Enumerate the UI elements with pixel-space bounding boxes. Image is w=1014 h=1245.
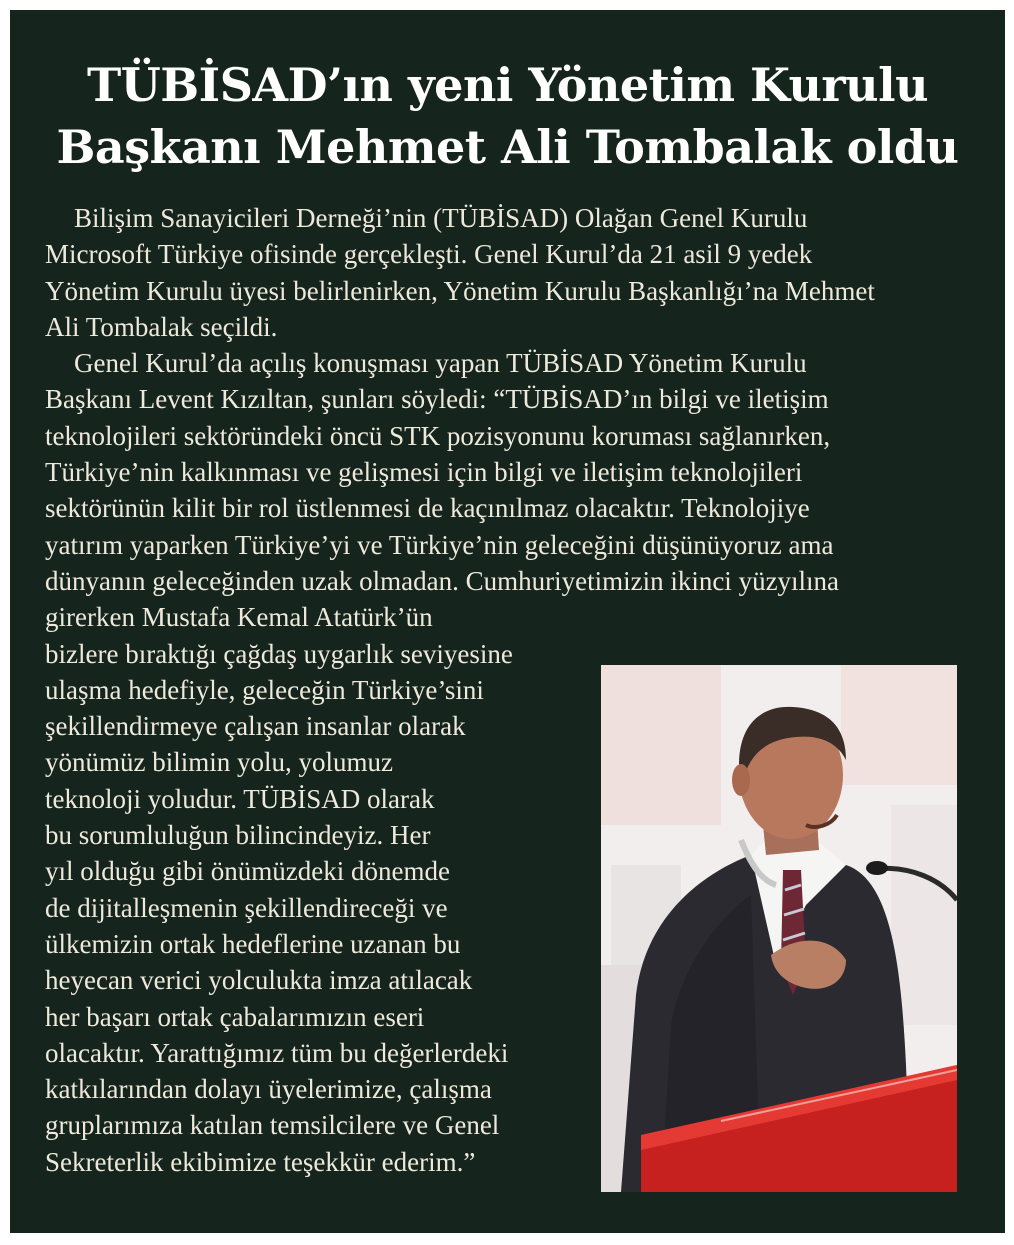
body-line: heyecan verici yolculukta imza atılacak xyxy=(45,965,473,996)
title-line: TÜBİSAD’ın yeni Yönetim Kurulu xyxy=(86,58,929,112)
body-line: olacaktır. Yarattığımız tüm bu değerlerdeki xyxy=(45,1037,509,1068)
body-line: ulaşma hedefiyle, geleceğin Türkiye’sini xyxy=(45,674,484,705)
title-line: Başkanı Mehmet Ali Tombalak oldu xyxy=(56,120,959,174)
body-line: teknolojileri sektöründeki öncü STK pozisyonunu koruması sağlanırken, xyxy=(45,420,831,451)
body-line: dünyanın geleceğinden uzak olmadan. Cumhuriyetimizin ikinci yüzyılına xyxy=(45,565,840,596)
body-line: Yönetim Kurulu üyesi belirlenirken, Yönetim Kurulu Başkanlığı’na Mehmet xyxy=(45,275,875,306)
body-line: sektörünün kilit bir rol üstlenmesi de kaçınılmaz olacaktır. Teknolojiye xyxy=(45,493,810,524)
body-line: de dijitalleşmenin şekillendireceği ve xyxy=(45,892,448,923)
body-line: Başkanı Levent Kızıltan, şunları söyledi: “TÜBİSAD’ın bilgi ve iletişim xyxy=(45,384,829,415)
body-line: gruplarımıza katılan temsilcilere ve Genel xyxy=(45,1110,500,1141)
body-line: Ali Tombalak seçildi. xyxy=(45,311,278,342)
body-line: yıl olduğu gibi önümüzdeki dönemde xyxy=(45,856,450,887)
body-line: bu sorumluluğun bilincindeyiz. Her xyxy=(45,820,431,851)
body-line: Türkiye’nin kalkınması ve gelişmesi için bilgi ve iletişim teknolojileri xyxy=(45,457,803,488)
body-line: yönümüz bilimin yolu, yolumuz xyxy=(45,747,393,778)
body-line: ülkemizin ortak hedeflerine uzanan bu xyxy=(45,928,461,959)
speaker-illustration xyxy=(601,665,957,1192)
body-line: her başarı ortak çabalarımızın eseri xyxy=(45,1001,425,1032)
body-line: şekillendirmeye çalışan insanlar olarak xyxy=(45,711,466,742)
body-line: Genel Kurul’da açılış konuşması yapan TÜBİSAD Yönetim Kurulu xyxy=(74,348,807,379)
body-line: Microsoft Türkiye ofisinde gerçekleşti. Genel Kurul’da 21 asil 9 yedek xyxy=(45,239,813,270)
body-line: Sekreterlik ekibimize teşekkür ederim.” xyxy=(45,1146,476,1177)
body-line: yatırım yaparken Türkiye’yi ve Türkiye’nin geleceğini düşünüyoruz ama xyxy=(45,529,834,560)
speaker-photo xyxy=(601,665,957,1192)
body-line: bizlere bıraktığı çağdaş uygarlık seviyesine xyxy=(45,638,513,669)
magazine-page xyxy=(10,10,1005,1233)
article-title xyxy=(10,54,1005,178)
body-line: girerken Mustafa Kemal Atatürk’ün xyxy=(45,602,433,633)
body-line: teknoloji yoludur. TÜBİSAD olarak xyxy=(45,783,435,814)
body-line: Bilişim Sanayicileri Derneği’nin (TÜBİSAD) Olağan Genel Kurulu xyxy=(74,203,808,233)
body-line: katkılarından dolayı üyelerimize, çalışma xyxy=(45,1074,492,1105)
